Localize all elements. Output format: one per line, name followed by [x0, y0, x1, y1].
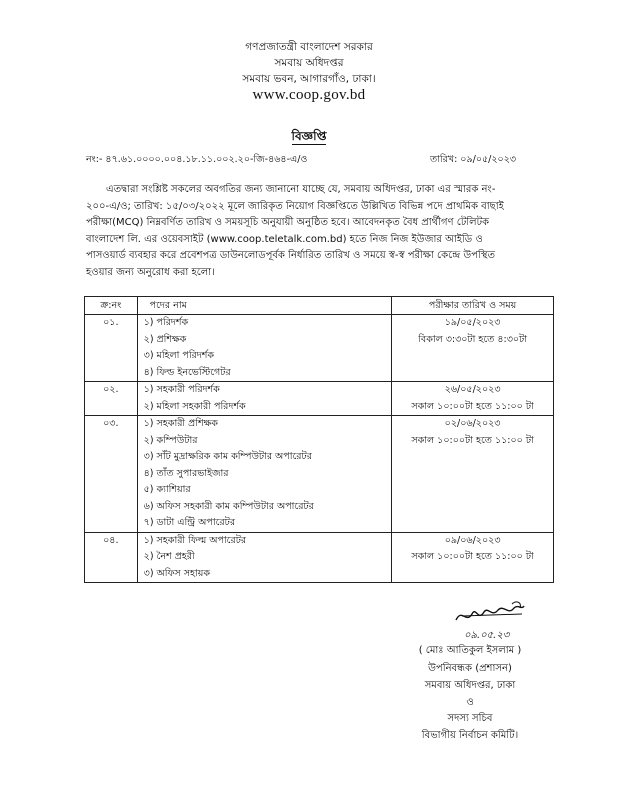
- signatory-committee: বিভাগীয় নির্বাচন কমিটি।: [421, 730, 519, 741]
- table-row: [85, 416, 554, 533]
- memo-date: তারিখ: ০৯/০৫/২০২৩: [430, 154, 517, 165]
- exam-time: সকাল ১০:০০টা হতে ১১:০০ টা: [411, 434, 534, 446]
- post-item: ৩) মহিলা পরিদর্শক: [143, 350, 215, 361]
- datetime-cell: [392, 416, 554, 533]
- post-item: ৩) অফিস সহায়ক: [143, 567, 210, 579]
- serial-cell: [85, 315, 138, 382]
- signatory-office: সমবায় অধিদপ্তর, ঢাকা: [424, 680, 516, 691]
- exam-time: বিকাল ৩:৩০টা হতে ৪:৩০টা: [418, 333, 527, 345]
- post-item: ৬) অফিস সহকারী কাম কম্পিউটার অপারেটর: [143, 500, 314, 512]
- signatory-name: ( মোঃ আতিকুল ইসলাম ): [418, 645, 522, 656]
- post-item: ৫) ক্যাশিয়ার: [143, 484, 191, 495]
- exam-date: ০৯/০৬/২০২৩: [444, 534, 501, 546]
- exam-time: সকাল ১০:০০টা হতে ১১:০০ টা: [411, 400, 534, 412]
- post-item: ৭) ডাটা এন্ট্রি অপারেটর: [143, 517, 236, 528]
- department-name: সমবায় অধিদপ্তর: [274, 57, 344, 69]
- table-row: [85, 532, 554, 583]
- exam-date: ১৯/০৫/২০২৩: [444, 317, 501, 328]
- post-item: ১) পরিদর্শক: [143, 317, 189, 328]
- datetime-cell: [392, 532, 554, 583]
- post-item: ৩) সাঁট মুদ্রাক্ষরিক কাম কম্পিউটার অপারেটর: [143, 451, 312, 462]
- body-line: এতদ্বারা সংশ্লিষ্ট সকলের অবগতির জন্য জানানো যাচ্ছে যে, সমবায় অধিদপ্তর, ঢাকা এর স্মারক নং-: [106, 184, 496, 195]
- body-line: বাংলাদেশ লি. এর ওয়েবসাইট (www.coop.teletalk.com.bd) হতে নিজ নিজ ইউজার আইডি ও: [86, 233, 483, 245]
- table-row: [85, 382, 554, 416]
- body-line: ২০০-এ/ও; তারিখ: ১৫/০৩/২০২২ মূলে জারিকৃত নিয়োগ বিজ্ঞপ্তিতে উল্লিখিত বিভিন্ন পদে প্রাথমিক বাছাই: [86, 200, 504, 212]
- posts-cell: [137, 382, 392, 416]
- exam-time: সকাল ১০:০০টা হতে ১১:০০ টা: [411, 551, 534, 562]
- posts-cell: [137, 532, 392, 583]
- website-link[interactable]: www.coop.gov.bd: [252, 87, 366, 103]
- post-item: ২) নৈশ প্রহরী: [143, 551, 195, 562]
- office-address: সমবায় ভবন, আগারগাঁও, ঢাকা।: [242, 73, 376, 85]
- table-row: [85, 315, 554, 382]
- post-item: ২) কম্পিউটার: [143, 434, 198, 446]
- body-line: পাসওয়ার্ড ব্যবহার করে প্রবেশপত্র ডাউনলোডপূর্বক নির্ধারিত তারিখ ও সময়ে স্ব-স্ব পরীক্ষা কেন্দ্রে উপস্থিত: [86, 250, 495, 261]
- datetime-cell: [392, 382, 554, 416]
- serial-cell: [85, 532, 138, 583]
- post-item: ১) সহকারী পরিদর্শক: [143, 384, 220, 395]
- post-item: ১) সহকারী ফিল্ম অপারেটর: [143, 534, 247, 546]
- serial-number: ০৪.: [103, 534, 119, 546]
- serial-number: ০৩.: [103, 418, 119, 429]
- memo-number: নং:- ৪৭.৬১.০০০০.০০৪.১৮.১১.০০২.২০-জি-৪৬৪-এ/ও: [86, 154, 308, 165]
- header-exam-datetime: পরীক্ষার তারিখ ও সময়: [392, 297, 554, 315]
- datetime-cell: [392, 315, 554, 382]
- notice-title: বিজ্ঞপ্তি: [291, 129, 327, 143]
- exam-schedule-table: [84, 296, 554, 583]
- serial-number: ০১.: [103, 317, 119, 328]
- body-line: পরীক্ষা(MCQ) নিম্নবর্ণিত তারিখ ও সময়সূচি অনুযায়ী অনুষ্ঠিত হবে। আবেদনকৃত বৈধ প্রার্থীগণ টেলিটক: [86, 217, 490, 228]
- serial-cell: [85, 416, 138, 533]
- notice-body: [86, 182, 554, 281]
- post-item: ২) প্রশিক্ষক: [143, 333, 187, 345]
- exam-date: ০২/০৬/২০২৩: [444, 418, 501, 429]
- serial-number: ০২.: [103, 384, 119, 395]
- signatory-role: সদস্য সচিব: [447, 713, 493, 724]
- signatory-conjunction: ও: [466, 697, 474, 708]
- post-item: ১) সহকারী প্রশিক্ষক: [143, 418, 218, 429]
- posts-cell: [137, 315, 392, 382]
- post-item: ৪) ফিল্ড ইনভেস্টিগেটর: [143, 366, 231, 378]
- signatory-designation: উপনিবন্ধক (প্রশাসন): [428, 663, 512, 674]
- post-item: ২) মহিলা সহকারী পরিদর্শক: [143, 400, 246, 412]
- signature-date: ০৯.০৫.২৩: [464, 630, 510, 641]
- post-item: ৪) তাঁত সুপারভাইজার: [143, 467, 229, 479]
- exam-date: ২৬/০৫/২০২৩: [444, 384, 501, 395]
- serial-cell: [85, 382, 138, 416]
- body-line: হওয়ার জন্য অনুরোধ করা হলো।: [86, 266, 215, 278]
- header-post-name: পদের নাম: [137, 297, 392, 315]
- posts-cell: [137, 416, 392, 533]
- org-name: গণপ্রজাতন্ত্রী বাংলাদেশ সরকার: [245, 41, 373, 53]
- table-header-row: [85, 297, 554, 315]
- header-serial: ক্র:নং: [85, 297, 138, 315]
